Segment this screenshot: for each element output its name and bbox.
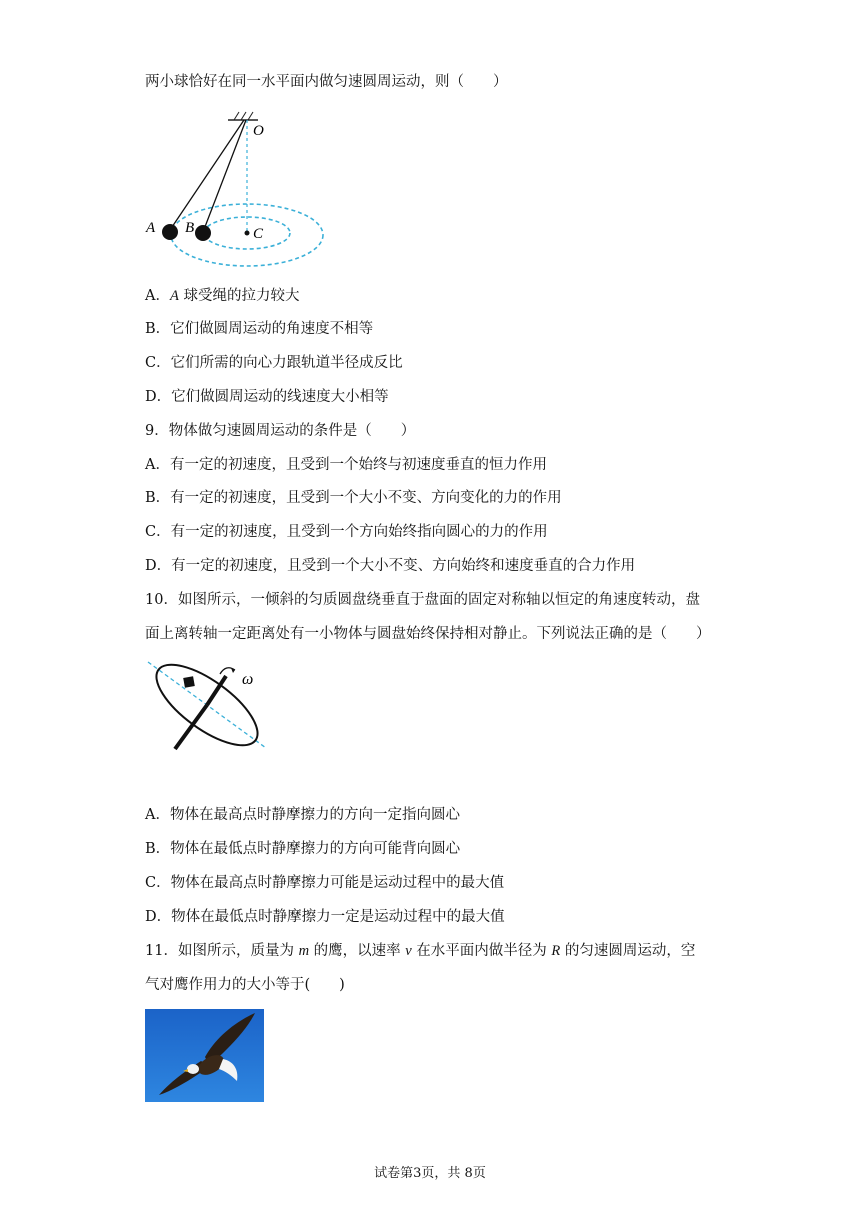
q11-stem-line2: 气对鹰作用力的大小等于( ) bbox=[145, 977, 345, 993]
ball-b bbox=[195, 225, 211, 241]
q9-option-a: A．有一定的初速度，且受到一个始终与初速度垂直的恒力作用 bbox=[145, 457, 547, 473]
ball-a bbox=[162, 224, 178, 240]
q8-stem: 两小球恰好在同一水平面内做匀速圆周运动，则（ ） bbox=[145, 74, 508, 90]
q10-stem-line1: 10．如图所示，一倾斜的匀质圆盘绕垂直于盘面的固定对称轴以恒定的角速度转动，盘 bbox=[145, 592, 700, 608]
label-b: B bbox=[185, 220, 195, 236]
q9-stem: 9．物体做匀速圆周运动的条件是（ ） bbox=[145, 423, 416, 439]
label-a: A bbox=[146, 220, 156, 236]
q8-option-c: C．它们所需的向心力跟轨道半径成反比 bbox=[145, 355, 403, 371]
q9-option-c: C．有一定的初速度，且受到一个方向始终指向圆心的力的作用 bbox=[145, 524, 548, 540]
label-omega: ω bbox=[242, 671, 254, 688]
q10-option-b: B．物体在最低点时静摩擦力的方向可能背向圆心 bbox=[145, 841, 461, 857]
tilted-disk-figure bbox=[140, 656, 280, 756]
eagle-photo bbox=[145, 1009, 264, 1102]
q9-option-b: B．有一定的初速度，且受到一个大小不变、方向变化的力的作用 bbox=[145, 490, 562, 506]
q8-option-d: D．它们做圆周运动的线速度大小相等 bbox=[145, 389, 389, 405]
label-o: O bbox=[253, 123, 264, 139]
q11-stem-line1: 11．如图所示，质量为 m 的鹰，以速率 v 在水平面内做半径为 R 的匀速圆周运动，空 bbox=[145, 943, 696, 959]
pendulum-figure bbox=[140, 108, 340, 270]
label-c: C bbox=[253, 226, 264, 242]
center-c bbox=[245, 231, 250, 236]
q8-option-a: A．A 球受绳的拉力较大 bbox=[145, 288, 300, 304]
q10-option-c: C．物体在最高点时静摩擦力可能是运动过程中的最大值 bbox=[145, 875, 505, 891]
page-footer: 试卷第3页，共 8页 bbox=[374, 1166, 486, 1181]
q10-option-d: D．物体在最低点时静摩擦力一定是运动过程中的最大值 bbox=[145, 909, 505, 925]
q10-stem-line2: 面上离转轴一定距离处有一小物体与圆盘始终保持相对静止。下列说法正确的是（ ） bbox=[145, 626, 711, 642]
q9-option-d: D．有一定的初速度，且受到一个大小不变、方向始终和速度垂直的合力作用 bbox=[145, 558, 636, 574]
q8-option-b: B．它们做圆周运动的角速度不相等 bbox=[145, 321, 374, 337]
q10-option-a: A．物体在最高点时静摩擦力的方向一定指向圆心 bbox=[145, 807, 460, 823]
